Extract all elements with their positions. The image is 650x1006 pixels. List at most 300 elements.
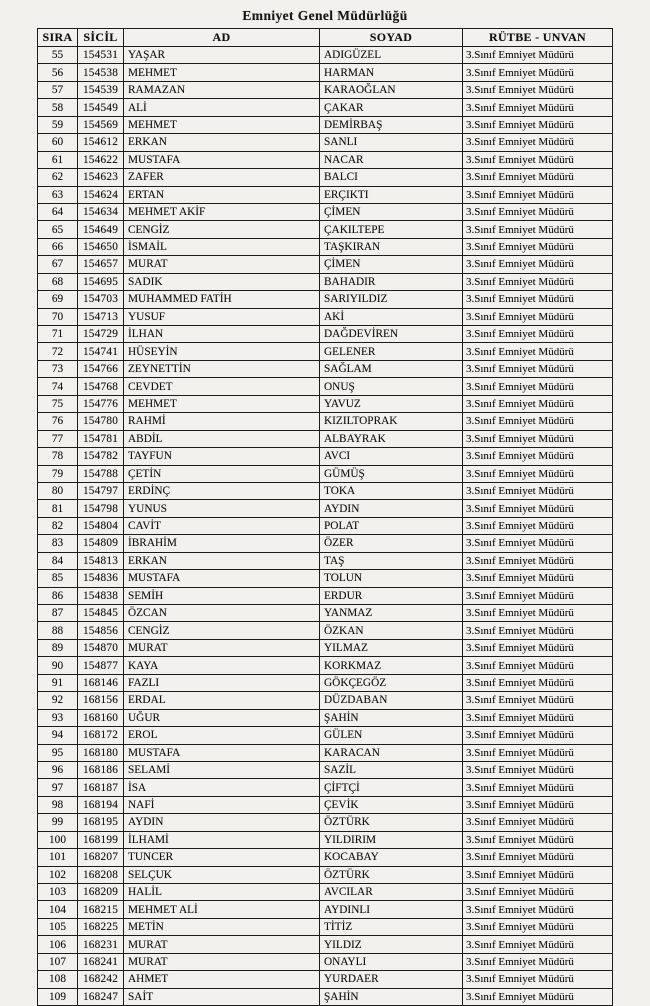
row-number-cell: 73 [38,360,78,377]
row-number-cell: 62 [38,169,78,186]
first-name-cell: MUHAMMED FATİH [124,291,320,308]
row-number-cell: 99 [38,814,78,831]
row-number-cell: 87 [38,605,78,622]
table-row [38,814,613,831]
last-name-cell: ONAYLI [320,953,463,970]
personnel-table [37,28,613,1006]
last-name-cell: AYDIN [320,500,463,517]
first-name-cell: MEHMET [124,395,320,412]
table-row [38,657,613,674]
last-name-cell: ÇİFTÇİ [320,779,463,796]
rank-title-cell: 3.Sınıf Emniyet Müdürü [463,727,613,744]
document-title: Emniyet Genel Müdürlüğü [242,8,408,23]
first-name-cell: MEHMET [124,64,320,81]
last-name-cell: ERDUR [320,587,463,604]
registry-number-cell: 168156 [78,692,124,709]
registry-number-cell: 154657 [78,256,124,273]
registry-number-cell: 154649 [78,221,124,238]
first-name-cell: METİN [124,918,320,935]
last-name-cell: SAZİL [320,761,463,778]
column-header-ad: AD [124,29,320,47]
rank-title-cell: 3.Sınıf Emniyet Müdürü [463,448,613,465]
rank-title-cell: 3.Sınıf Emniyet Müdürü [463,953,613,970]
registry-number-cell: 154776 [78,395,124,412]
row-number-cell: 78 [38,448,78,465]
first-name-cell: CAVİT [124,517,320,534]
table-row [38,465,613,482]
rank-title-cell: 3.Sınıf Emniyet Müdürü [463,360,613,377]
registry-number-cell: 154768 [78,378,124,395]
last-name-cell: GÜLEN [320,727,463,744]
last-name-cell: ONUŞ [320,378,463,395]
table-row [38,535,613,552]
first-name-cell: MUSTAFA [124,570,320,587]
rank-title-cell: 3.Sınıf Emniyet Müdürü [463,47,613,64]
table-row [38,343,613,360]
last-name-cell: TOKA [320,482,463,499]
table-row [38,622,613,639]
row-number-cell: 96 [38,761,78,778]
registry-number-cell: 168215 [78,901,124,918]
last-name-cell: SANLI [320,134,463,151]
first-name-cell: HALİL [124,884,320,901]
first-name-cell: SELÇUK [124,866,320,883]
registry-number-cell: 154877 [78,657,124,674]
row-number-cell: 102 [38,866,78,883]
registry-number-cell: 154781 [78,430,124,447]
table-row [38,378,613,395]
first-name-cell: SELAMİ [124,761,320,778]
table-row [38,517,613,534]
table-row [38,918,613,935]
rank-title-cell: 3.Sınıf Emniyet Müdürü [463,169,613,186]
last-name-cell: ÇAKAR [320,99,463,116]
row-number-cell: 76 [38,413,78,430]
registry-number-cell: 154729 [78,326,124,343]
first-name-cell: MURAT [124,953,320,970]
table-row [38,692,613,709]
registry-number-cell: 154612 [78,134,124,151]
first-name-cell: SADIK [124,273,320,290]
column-header-rutbe-unvan: RÜTBE - UNVAN [463,29,613,47]
registry-number-cell: 154788 [78,465,124,482]
rank-title-cell: 3.Sınıf Emniyet Müdürü [463,413,613,430]
rank-title-cell: 3.Sınıf Emniyet Müdürü [463,517,613,534]
first-name-cell: TUNCER [124,849,320,866]
registry-number-cell: 168241 [78,953,124,970]
table-header-row [38,29,613,47]
rank-title-cell: 3.Sınıf Emniyet Müdürü [463,221,613,238]
first-name-cell: RAMAZAN [124,81,320,98]
table-row [38,901,613,918]
row-number-cell: 63 [38,186,78,203]
registry-number-cell: 154549 [78,99,124,116]
rank-title-cell: 3.Sınıf Emniyet Müdürü [463,639,613,656]
rank-title-cell: 3.Sınıf Emniyet Müdürü [463,465,613,482]
last-name-cell: SARIYILDIZ [320,291,463,308]
row-number-cell: 89 [38,639,78,656]
last-name-cell: TAŞ [320,552,463,569]
rank-title-cell: 3.Sınıf Emniyet Müdürü [463,482,613,499]
registry-number-cell: 168199 [78,831,124,848]
row-number-cell: 84 [38,552,78,569]
rank-title-cell: 3.Sınıf Emniyet Müdürü [463,988,613,1005]
registry-number-cell: 154531 [78,47,124,64]
row-number-cell: 77 [38,430,78,447]
table-row [38,849,613,866]
table-row [38,360,613,377]
rank-title-cell: 3.Sınıf Emniyet Müdürü [463,326,613,343]
row-number-cell: 60 [38,134,78,151]
last-name-cell: ŞAHİN [320,988,463,1005]
row-number-cell: 56 [38,64,78,81]
last-name-cell: ÖZKAN [320,622,463,639]
first-name-cell: MURAT [124,639,320,656]
last-name-cell: YILMAZ [320,639,463,656]
first-name-cell: RAHMİ [124,413,320,430]
last-name-cell: KOCABAY [320,849,463,866]
last-name-cell: POLAT [320,517,463,534]
table-row [38,448,613,465]
table-row [38,134,613,151]
last-name-cell: ÖZTÜRK [320,814,463,831]
rank-title-cell: 3.Sınıf Emniyet Müdürü [463,744,613,761]
last-name-cell: DÜZDABAN [320,692,463,709]
last-name-cell: AYDINLI [320,901,463,918]
first-name-cell: ERKAN [124,552,320,569]
registry-number-cell: 154813 [78,552,124,569]
first-name-cell: CENGİZ [124,622,320,639]
row-number-cell: 80 [38,482,78,499]
table-row [38,674,613,691]
first-name-cell: EROL [124,727,320,744]
rank-title-cell: 3.Sınıf Emniyet Müdürü [463,936,613,953]
registry-number-cell: 154798 [78,500,124,517]
column-header-sira: SIRA [38,29,78,47]
rank-title-cell: 3.Sınıf Emniyet Müdürü [463,674,613,691]
rank-title-cell: 3.Sınıf Emniyet Müdürü [463,831,613,848]
first-name-cell: MUSTAFA [124,151,320,168]
row-number-cell: 71 [38,326,78,343]
registry-number-cell: 154713 [78,308,124,325]
registry-number-cell: 154782 [78,448,124,465]
first-name-cell: ALİ [124,99,320,116]
rank-title-cell: 3.Sınıf Emniyet Müdürü [463,605,613,622]
registry-number-cell: 154623 [78,169,124,186]
last-name-cell: KARAOĞLAN [320,81,463,98]
first-name-cell: SEMİH [124,587,320,604]
first-name-cell: SAİT [124,988,320,1005]
first-name-cell: ERDAL [124,692,320,709]
table-row [38,326,613,343]
row-number-cell: 58 [38,99,78,116]
rank-title-cell: 3.Sınıf Emniyet Müdürü [463,971,613,988]
row-number-cell: 91 [38,674,78,691]
last-name-cell: BALCI [320,169,463,186]
first-name-cell: MURAT [124,936,320,953]
last-name-cell: ÖZTÜRK [320,866,463,883]
rank-title-cell: 3.Sınıf Emniyet Müdürü [463,849,613,866]
registry-number-cell: 154695 [78,273,124,290]
first-name-cell: ZAFER [124,169,320,186]
row-number-cell: 98 [38,796,78,813]
column-header-soyad: SOYAD [320,29,463,47]
last-name-cell: ÇİMEN [320,203,463,220]
row-number-cell: 83 [38,535,78,552]
row-number-cell: 86 [38,587,78,604]
table-row [38,761,613,778]
registry-number-cell: 154703 [78,291,124,308]
table-row [38,273,613,290]
first-name-cell: YAŞAR [124,47,320,64]
rank-title-cell: 3.Sınıf Emniyet Müdürü [463,273,613,290]
rank-title-cell: 3.Sınıf Emniyet Müdürü [463,186,613,203]
registry-number-cell: 168207 [78,849,124,866]
row-number-cell: 85 [38,570,78,587]
registry-number-cell: 168208 [78,866,124,883]
rank-title-cell: 3.Sınıf Emniyet Müdürü [463,814,613,831]
rank-title-cell: 3.Sınıf Emniyet Müdürü [463,238,613,255]
rank-title-cell: 3.Sınıf Emniyet Müdürü [463,779,613,796]
table-row [38,709,613,726]
row-number-cell: 66 [38,238,78,255]
row-number-cell: 74 [38,378,78,395]
row-number-cell: 94 [38,727,78,744]
row-number-cell: 72 [38,343,78,360]
table-row [38,99,613,116]
row-number-cell: 81 [38,500,78,517]
first-name-cell: İSMAİL [124,238,320,255]
table-row [38,430,613,447]
table-row [38,81,613,98]
rank-title-cell: 3.Sınıf Emniyet Müdürü [463,570,613,587]
table-body [38,47,613,1006]
row-number-cell: 82 [38,517,78,534]
row-number-cell: 57 [38,81,78,98]
table-row [38,151,613,168]
row-number-cell: 107 [38,953,78,970]
first-name-cell: MEHMET [124,116,320,133]
row-number-cell: 103 [38,884,78,901]
rank-title-cell: 3.Sınıf Emniyet Müdürü [463,99,613,116]
table-row [38,169,613,186]
rank-title-cell: 3.Sınıf Emniyet Müdürü [463,81,613,98]
last-name-cell: GÖKÇEGÖZ [320,674,463,691]
rank-title-cell: 3.Sınıf Emniyet Müdürü [463,552,613,569]
first-name-cell: İSA [124,779,320,796]
last-name-cell: ERÇIKTI [320,186,463,203]
rank-title-cell: 3.Sınıf Emniyet Müdürü [463,587,613,604]
rank-title-cell: 3.Sınıf Emniyet Müdürü [463,692,613,709]
row-number-cell: 75 [38,395,78,412]
registry-number-cell: 154845 [78,605,124,622]
first-name-cell: MURAT [124,256,320,273]
last-name-cell: ÇAKILTEPE [320,221,463,238]
rank-title-cell: 3.Sınıf Emniyet Müdürü [463,761,613,778]
first-name-cell: UĞUR [124,709,320,726]
last-name-cell: KORKMAZ [320,657,463,674]
row-number-cell: 101 [38,849,78,866]
table-row [38,500,613,517]
row-number-cell: 95 [38,744,78,761]
table-row [38,308,613,325]
last-name-cell: YURDAER [320,971,463,988]
last-name-cell: YILDIZ [320,936,463,953]
first-name-cell: CENGİZ [124,221,320,238]
registry-number-cell: 154838 [78,587,124,604]
first-name-cell: ÇETİN [124,465,320,482]
rank-title-cell: 3.Sınıf Emniyet Müdürü [463,709,613,726]
table-row [38,116,613,133]
rank-title-cell: 3.Sınıf Emniyet Müdürü [463,500,613,517]
table-row [38,186,613,203]
last-name-cell: YANMAZ [320,605,463,622]
first-name-cell: MEHMET AKİF [124,203,320,220]
registry-number-cell: 168225 [78,918,124,935]
row-number-cell: 69 [38,291,78,308]
rank-title-cell: 3.Sınıf Emniyet Müdürü [463,901,613,918]
registry-number-cell: 154780 [78,413,124,430]
first-name-cell: İBRAHİM [124,535,320,552]
rank-title-cell: 3.Sınıf Emniyet Müdürü [463,884,613,901]
table-row [38,866,613,883]
table-row [38,203,613,220]
row-number-cell: 108 [38,971,78,988]
last-name-cell: DEMİRBAŞ [320,116,463,133]
rank-title-cell: 3.Sınıf Emniyet Müdürü [463,622,613,639]
row-number-cell: 106 [38,936,78,953]
first-name-cell: MEHMET ALİ [124,901,320,918]
registry-number-cell: 154804 [78,517,124,534]
last-name-cell: AKİ [320,308,463,325]
registry-number-cell: 154624 [78,186,124,203]
registry-number-cell: 154741 [78,343,124,360]
table-row [38,639,613,656]
first-name-cell: TAYFUN [124,448,320,465]
last-name-cell: NACAR [320,151,463,168]
registry-number-cell: 168180 [78,744,124,761]
registry-number-cell: 154539 [78,81,124,98]
first-name-cell: ERTAN [124,186,320,203]
first-name-cell: FAZLI [124,674,320,691]
last-name-cell: ÇEVİK [320,796,463,813]
row-number-cell: 93 [38,709,78,726]
last-name-cell: YILDIRIM [320,831,463,848]
first-name-cell: YUSUF [124,308,320,325]
first-name-cell: HÜSEYİN [124,343,320,360]
registry-number-cell: 168195 [78,814,124,831]
registry-number-cell: 154650 [78,238,124,255]
registry-number-cell: 168209 [78,884,124,901]
table-row [38,744,613,761]
table-row [38,936,613,953]
last-name-cell: AVCILAR [320,884,463,901]
first-name-cell: MUSTAFA [124,744,320,761]
last-name-cell: TAŞKIRAN [320,238,463,255]
registry-number-cell: 154797 [78,482,124,499]
registry-number-cell: 154569 [78,116,124,133]
last-name-cell: ALBAYRAK [320,430,463,447]
row-number-cell: 59 [38,116,78,133]
rank-title-cell: 3.Sınıf Emniyet Müdürü [463,308,613,325]
rank-title-cell: 3.Sınıf Emniyet Müdürü [463,796,613,813]
table-row [38,988,613,1005]
registry-number-cell: 154766 [78,360,124,377]
first-name-cell: İLHAN [124,326,320,343]
first-name-cell: ERKAN [124,134,320,151]
row-number-cell: 79 [38,465,78,482]
table-row [38,47,613,64]
last-name-cell: DAĞDEVİREN [320,326,463,343]
last-name-cell: GELENER [320,343,463,360]
registry-number-cell: 154538 [78,64,124,81]
row-number-cell: 67 [38,256,78,273]
registry-number-cell: 168247 [78,988,124,1005]
rank-title-cell: 3.Sınıf Emniyet Müdürü [463,291,613,308]
registry-number-cell: 168160 [78,709,124,726]
rank-title-cell: 3.Sınıf Emniyet Müdürü [463,203,613,220]
rank-title-cell: 3.Sınıf Emniyet Müdürü [463,866,613,883]
rank-title-cell: 3.Sınıf Emniyet Müdürü [463,116,613,133]
last-name-cell: SAĞLAM [320,360,463,377]
first-name-cell: YUNUS [124,500,320,517]
registry-number-cell: 168187 [78,779,124,796]
registry-number-cell: 168146 [78,674,124,691]
last-name-cell: ADIGÜZEL [320,47,463,64]
last-name-cell: BAHADIR [320,273,463,290]
table-row [38,291,613,308]
first-name-cell: NAFİ [124,796,320,813]
rank-title-cell: 3.Sınıf Emniyet Müdürü [463,343,613,360]
row-number-cell: 90 [38,657,78,674]
rank-title-cell: 3.Sınıf Emniyet Müdürü [463,535,613,552]
last-name-cell: ÖZER [320,535,463,552]
table-row [38,587,613,604]
table-row [38,413,613,430]
first-name-cell: ZEYNETTİN [124,360,320,377]
row-number-cell: 105 [38,918,78,935]
first-name-cell: ERDİNÇ [124,482,320,499]
registry-number-cell: 168242 [78,971,124,988]
row-number-cell: 55 [38,47,78,64]
last-name-cell: YAVUZ [320,395,463,412]
last-name-cell: ÇİMEN [320,256,463,273]
last-name-cell: KARACAN [320,744,463,761]
first-name-cell: ÖZCAN [124,605,320,622]
registry-number-cell: 154622 [78,151,124,168]
rank-title-cell: 3.Sınıf Emniyet Müdürü [463,918,613,935]
last-name-cell: AVCI [320,448,463,465]
first-name-cell: AHMET [124,971,320,988]
rank-title-cell: 3.Sınıf Emniyet Müdürü [463,64,613,81]
rank-title-cell: 3.Sınıf Emniyet Müdürü [463,134,613,151]
rank-title-cell: 3.Sınıf Emniyet Müdürü [463,151,613,168]
table-row [38,482,613,499]
registry-number-cell: 168186 [78,761,124,778]
row-number-cell: 65 [38,221,78,238]
table-row [38,884,613,901]
first-name-cell: AYDIN [124,814,320,831]
row-number-cell: 100 [38,831,78,848]
table-row [38,256,613,273]
table-row [38,238,613,255]
table-row [38,64,613,81]
row-number-cell: 61 [38,151,78,168]
last-name-cell: ŞAHİN [320,709,463,726]
first-name-cell: ABDİL [124,430,320,447]
table-row [38,779,613,796]
rank-title-cell: 3.Sınıf Emniyet Müdürü [463,378,613,395]
